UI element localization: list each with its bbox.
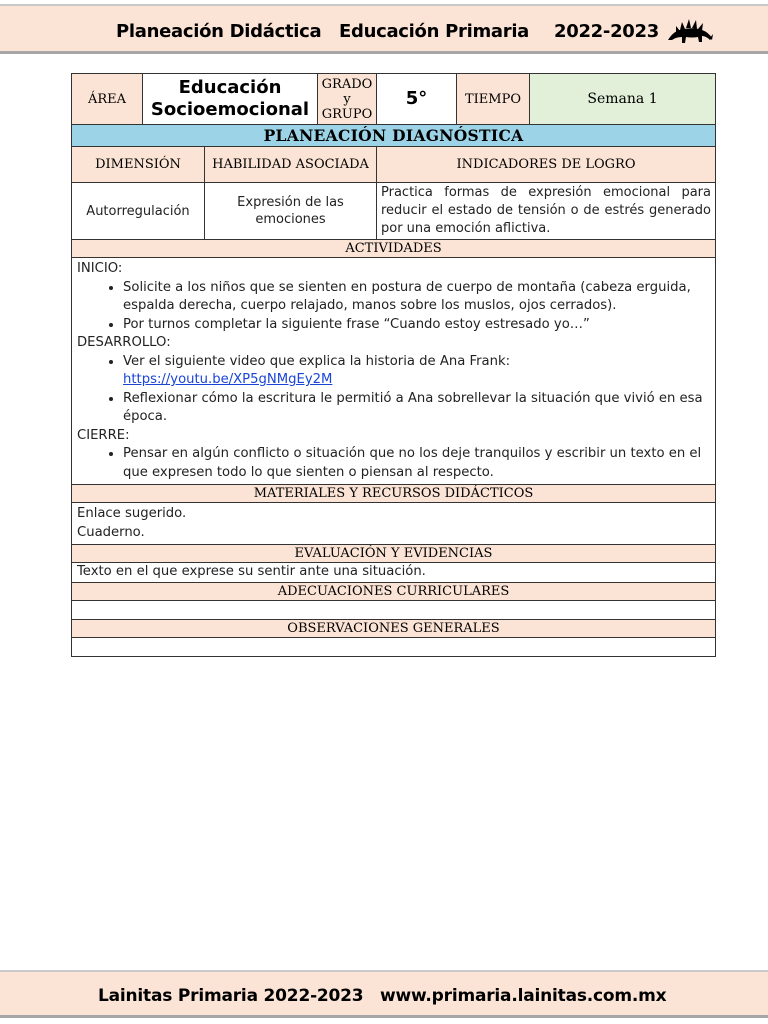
cierre-label: CIERRE:	[77, 427, 130, 443]
inicio-item-1: • Solicite a los niños que se sienten en postura de cuerpo de montaña (cabeza erguida, espalda derecha, cuerpo relajado, manos sobre los muslos, ojos cerrados).	[123, 279, 710, 316]
footer-banner	[0, 970, 768, 1018]
materiales-title: MATERIALES Y RECURSOS DIDÁCTICOS	[72, 485, 716, 503]
grado-label: GRADO y GRUPO	[318, 74, 377, 125]
header-banner	[0, 4, 768, 54]
desarrollo-list	[77, 353, 710, 427]
desarrollo-item-2: • Reflexionar cómo la escritura le permitió a Ana sobrellevar la situación que vivió en esa época.	[123, 390, 710, 427]
material-item-2: Cuaderno.	[77, 524, 145, 540]
header-title: Planeación Didáctica	[116, 21, 322, 42]
adecuaciones-title: ADECUACIONES CURRICULARES	[72, 582, 716, 600]
stegosaurus-icon	[666, 16, 714, 46]
inicio-label: INICIO:	[77, 261, 123, 276]
material-item-1: Enlace sugerido.	[77, 506, 187, 521]
habilidad-label: HABILIDAD ASOCIADA	[205, 147, 377, 183]
adecuaciones-value	[72, 600, 716, 619]
video-link[interactable]: https://youtu.be/XP5gNMgEy2M	[123, 372, 333, 387]
area-value: Educación Socioemocional	[143, 74, 318, 125]
observaciones-value	[72, 637, 716, 656]
evaluacion-value: Texto en el que exprese su sentir ante una situación.	[72, 563, 716, 583]
desarrollo-item-1	[123, 353, 710, 390]
indicadores-value: Practica formas de expresión emocional para reducir el estado de tensión o de estrés generado por una emoción aflictiva.	[377, 183, 716, 240]
footer-url: www.primaria.lainitas.com.mx	[380, 986, 667, 1006]
footer-brand: Lainitas Primaria 2022-2023	[98, 986, 364, 1006]
header-level: Educación Primaria	[339, 21, 530, 42]
cierre-list	[77, 445, 710, 482]
cierre-item: • Pensar en algún conflicto o situación que no los deje tranquilos y escribir un texto en el que expresen todo lo que sienten o piensan al respecto.	[123, 445, 710, 482]
desarrollo-item-1-text: Ver el siguiente video que explica la historia de Ana Frank:	[123, 353, 511, 369]
inicio-list	[77, 279, 710, 335]
dimension-label: DIMENSIÓN	[72, 147, 205, 183]
habilidad-value: Expresión de las emociones	[205, 183, 377, 240]
inicio-item-2: • Por turnos completar la siguiente frase “Cuando estoy estresado yo…”	[123, 316, 710, 335]
materiales-body	[72, 503, 716, 545]
tiempo-label: TIEMPO	[457, 74, 530, 125]
diagnostic-title: PLANEACIÓN DIAGNÓSTICA	[72, 125, 716, 147]
actividades-title: ACTIVIDADES	[72, 240, 716, 258]
evaluacion-title: EVALUACIÓN Y EVIDENCIAS	[72, 545, 716, 563]
indicadores-label: INDICADORES DE LOGRO	[377, 147, 716, 183]
actividades-body	[72, 258, 716, 485]
desarrollo-label: DESARROLLO:	[77, 335, 171, 350]
header-year: 2022-2023	[554, 21, 659, 42]
tiempo-value: Semana 1	[530, 74, 716, 125]
grado-value: 5°	[377, 74, 457, 125]
observaciones-title: OBSERVACIONES GENERALES	[72, 619, 716, 637]
dimension-value: Autorregulación	[72, 183, 205, 240]
area-label: ÁREA	[72, 74, 143, 125]
planning-table	[71, 73, 716, 657]
